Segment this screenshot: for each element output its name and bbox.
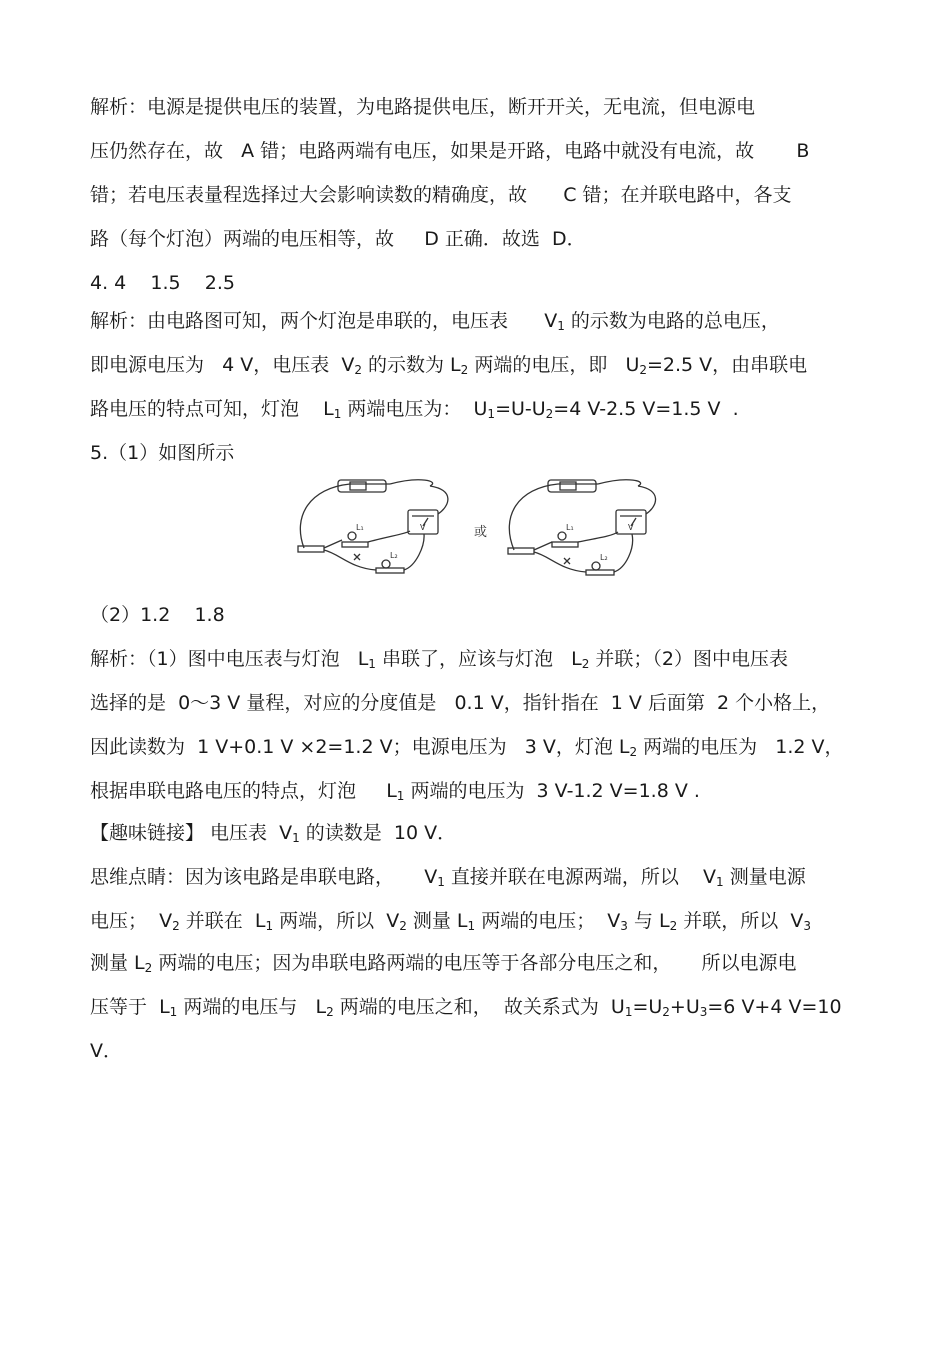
- text-line: 路电压的特点可知，灯泡 $L_1$ 两端电压为： $U_1=U-U_2=4$ V-2.5 V=1.5 V .: [90, 398, 739, 421]
- figure-connector: 或: [474, 525, 488, 540]
- switch-icon: [508, 548, 534, 554]
- text-line: 思维点睛：因为该电路是串联电路， $V_1$ 直接并联在电源两端，所以 $V_1$ 测量电源: [90, 866, 806, 889]
- text-line: 压仍然存在，故 A 错；电路两端有电压，如果是开路，电路中就没有电流，故 B: [90, 140, 810, 162]
- bulb-label: L₂: [390, 551, 398, 560]
- bulb-label: L₁: [566, 523, 574, 532]
- bulb-icon: [592, 562, 600, 570]
- text-line: 路（每个灯泡）两端的电压相等，故 D 正确．故选 D．: [90, 228, 586, 250]
- wire: [534, 480, 641, 572]
- question-line: 5.（1）如图所示: [90, 442, 235, 464]
- wire: [324, 480, 433, 570]
- text-line: 压等于 $L_1$ 两端的电压与 $L_2$ 两端的电压之和， 故关系式为 $U_1=U_2+U_3=6$ V+4 V=10: [90, 996, 842, 1019]
- text-line: 电压； $V_2$ 并联在 $L_1$ 两端，所以 $V_2$ 测量 $L_1$ 两端的电压； $V_3$ 与 $L_2$ 并联，所以 $V_3$: [90, 910, 811, 933]
- text-line: 解析：（1）图中电压表与灯泡 $L_1$ 串联了，应该与灯泡 $L_2$ 并联；（2）图中电压表: [90, 648, 788, 671]
- text-line: 即电源电压为 4 V，电压表 $V_2$ 的示数为 $L_2$ 两端的电压，即 $U_2=2.5$ V，由串联电: [90, 354, 808, 377]
- text-line: 选择的是 0～3 V 量程，对应的分度值是 0.1 V，指针指在 1 V 后面第 2 个小格上，: [90, 692, 831, 714]
- wire: [509, 484, 655, 550]
- bulb-label: L₁: [356, 523, 364, 532]
- circuit-figure: [290, 476, 670, 586]
- bulb-icon: [348, 532, 356, 540]
- text-line: 错；若电压表量程选择过大会影响读数的精确度，故 C 错；在并联电路中，各支: [90, 184, 792, 206]
- bulb-label: L₂: [600, 553, 608, 562]
- meter-label: V: [420, 523, 426, 532]
- circuit-diagram: [290, 476, 670, 586]
- text-line: 测量 $L_2$ 两端的电压；因为串联电路两端的电压等于各部分电压之和， 所以电源电: [90, 952, 797, 975]
- text-line: V．: [90, 1040, 122, 1062]
- bulb-icon: [558, 532, 566, 540]
- switch-icon: [298, 546, 324, 552]
- text-line: 解析：电源是提供电压的装置，为电路提供电压，断开开关，无电流，但电源电: [90, 96, 756, 118]
- text-line: 【趣味链接】 电压表 $V_1$ 的读数是 10 V．: [90, 822, 457, 845]
- meter-label: V: [628, 523, 634, 532]
- text-line: 因此读数为 1 V+0.1 V ×2=1.2 V；电源电压为 3 V，灯泡 $L_2$ 两端的电压为 1.2 V，: [90, 736, 844, 759]
- bulb-icon: [382, 560, 390, 568]
- answer-line: （2）1.2 1.8: [90, 604, 225, 626]
- answer-line: 4. 4 1.5 2.5: [90, 272, 236, 294]
- text-line: 解析：由电路图可知，两个灯泡是串联的，电压表 $V_1$ 的示数为电路的总电压，: [90, 310, 780, 333]
- text-line: 根据串联电路电压的特点，灯泡 $L_1$ 两端的电压为 3 V-1.2 V=1.8 V .: [90, 780, 700, 803]
